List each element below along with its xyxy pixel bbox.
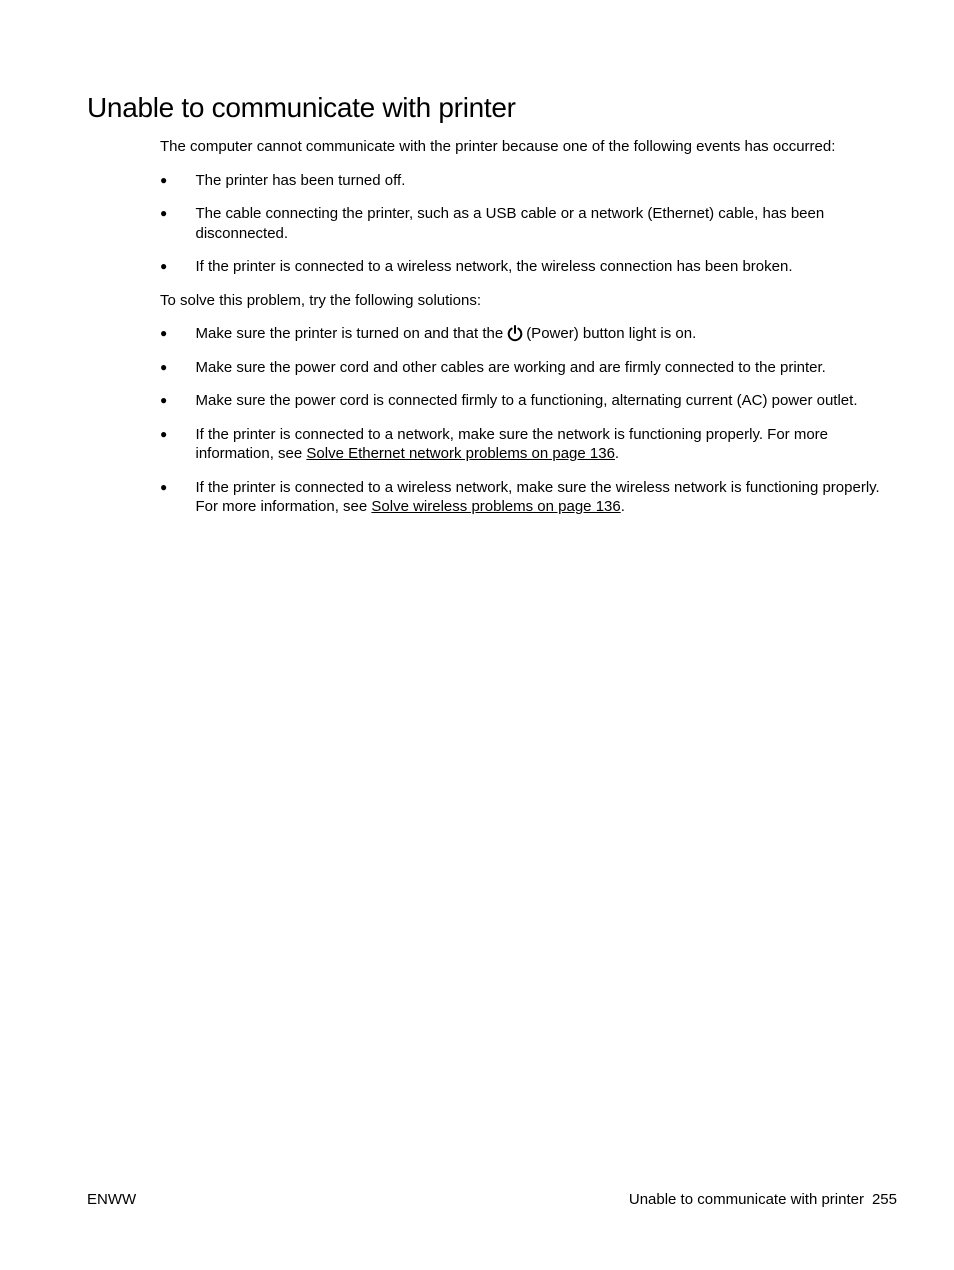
page-title: Unable to communicate with printer <box>87 92 516 123</box>
bullet-icon: ● <box>160 259 168 273</box>
list-item <box>160 478 880 517</box>
bullet-icon: ● <box>160 172 168 187</box>
list-item-text: . <box>620 498 625 515</box>
ethernet-problems-link[interactable]: Solve Ethernet network problems on page 136 <box>306 445 615 462</box>
footer-section-title: Unable to communicate with printer <box>628 1191 864 1208</box>
list-item-text: If the printer is connected to a wireless network, the wireless connection has been broken. <box>195 258 793 275</box>
bullet-icon: ● <box>160 393 168 407</box>
solutions-list <box>160 324 880 517</box>
list-item-text: Make sure the printer is turned on and that the <box>195 325 504 342</box>
bullet-icon: ● <box>160 326 168 340</box>
list-item <box>160 171 880 191</box>
intro-paragraph: The computer cannot communicate with the printer because one of the following events has occurred: <box>160 138 836 155</box>
list-item-text: (Power) button light is on. <box>526 325 697 342</box>
bullet-icon: ● <box>160 206 168 220</box>
page-number: 255 <box>871 1191 897 1208</box>
solutions-intro-paragraph: To solve this problem, try the following solutions: <box>160 291 481 309</box>
list-item-text: The printer has been turned off. <box>195 171 406 189</box>
causes-list <box>160 171 880 277</box>
footer-section <box>629 1190 897 1210</box>
list-item-text: Make sure the power cord is connected firmly to a functioning, alternating current (AC) power outlet. <box>195 392 858 409</box>
list-item-text: If the printer is connected to a network, make sure the network is functioning properly. For more information, see <box>195 425 829 462</box>
footer-label: ENWW <box>87 1191 137 1208</box>
bullet-icon: ● <box>160 479 168 494</box>
document-body <box>160 137 880 531</box>
list-item <box>160 324 880 344</box>
list-item-text: . <box>614 445 620 462</box>
bullet-icon: ● <box>160 359 168 374</box>
wireless-problems-link[interactable]: Solve wireless problems on page 136 <box>371 498 621 515</box>
list-item-text: Make sure the power cord and other cables are working and are firmly connected to the printer. <box>195 358 826 376</box>
list-item-text: If the printer is connected to a wireless network, make sure the wireless network is functioning properly. For more information, see <box>195 478 880 515</box>
list-item <box>160 391 880 411</box>
bullet-icon: ● <box>160 426 168 441</box>
list-item <box>160 358 880 378</box>
list-item <box>160 204 880 243</box>
list-item <box>160 257 880 277</box>
list-item <box>160 425 880 464</box>
list-item-text: The cable connecting the printer, such as a USB cable or a network (Ethernet) cable, has been disconnected. <box>195 205 825 242</box>
power-icon <box>506 324 524 342</box>
